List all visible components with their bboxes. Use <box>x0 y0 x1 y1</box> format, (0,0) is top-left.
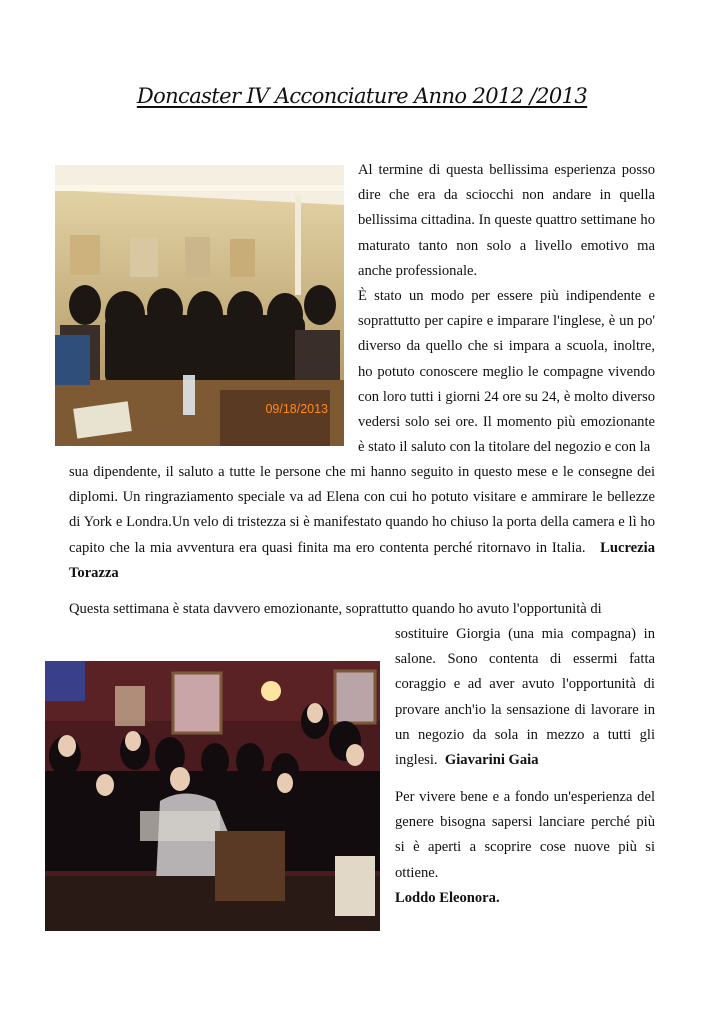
paragraph-text: Questa settimana è stata davvero emozionante, soprattutto quando ho avuto l'opportunità di <box>69 601 602 617</box>
classroom-photo <box>55 165 344 446</box>
author-name: Loddo Eleonora. <box>395 889 500 906</box>
group-photo <box>45 661 380 931</box>
page-title: Doncaster IV Acconciature Anno 2012 /2013 <box>136 84 588 108</box>
paragraph-text: Al termine di questa bellissima esperienza posso dire che era da sciocchi non andare in quella bellissima cittadina. In queste quattro settimane ho maturato tanto non solo a livello emotivo ma anche professionale. È stato un modo per essere più indipendente e soprattutto per capire e imparare l'inglese, è un po' diverso da quello che si impara a scuola, inoltre, ho potuto conoscere meglio le compagne vivendo con loro tutti i giorni 24 ore su 24, è molto diverso vedersi solo sei ore. Il momento più emozionante è stato il saluto con la titolare del negozio e con la <box>358 162 655 456</box>
author-name: Giavarini Gaia <box>444 752 539 769</box>
author-name: Lucrezia Torazza <box>69 539 655 581</box>
paragraph-text: Per vivere bene e a fondo un'esperienza del genere bisogna sapersi lanciare perché più si è aperti a scoprire cose nuove più si ottiene. Loddo Eleonora. <box>395 789 655 906</box>
photo-date-stamp: 09/18/2013 <box>265 402 328 416</box>
paragraph-text: sostituire Giorgia (una mia compagna) in salone. Sono contenta di essermi fatta coraggio e ad aver avuto l'opportunità di provare anch'io la sensazione di lavorare in un negozio da sola in mezzo a tutti gli inglesi. Giavarini Gaia <box>395 626 655 769</box>
paragraph-text: sua dipendente, il saluto a tutte le persone che mi hanno seguito in questo mese e le consegne dei diplomi. Un ringraziamento speciale va ad Elena con cui ho potuto visitare e ammirare le bellezze di York e Londra.Un velo di tristezza si è manifestato quando ho chiuso la porta della camera e lì ho capito che la mia avventura era quasi finita ma ero contenta perché ritornavo in Italia. Lucrezia Torazza <box>69 464 655 581</box>
